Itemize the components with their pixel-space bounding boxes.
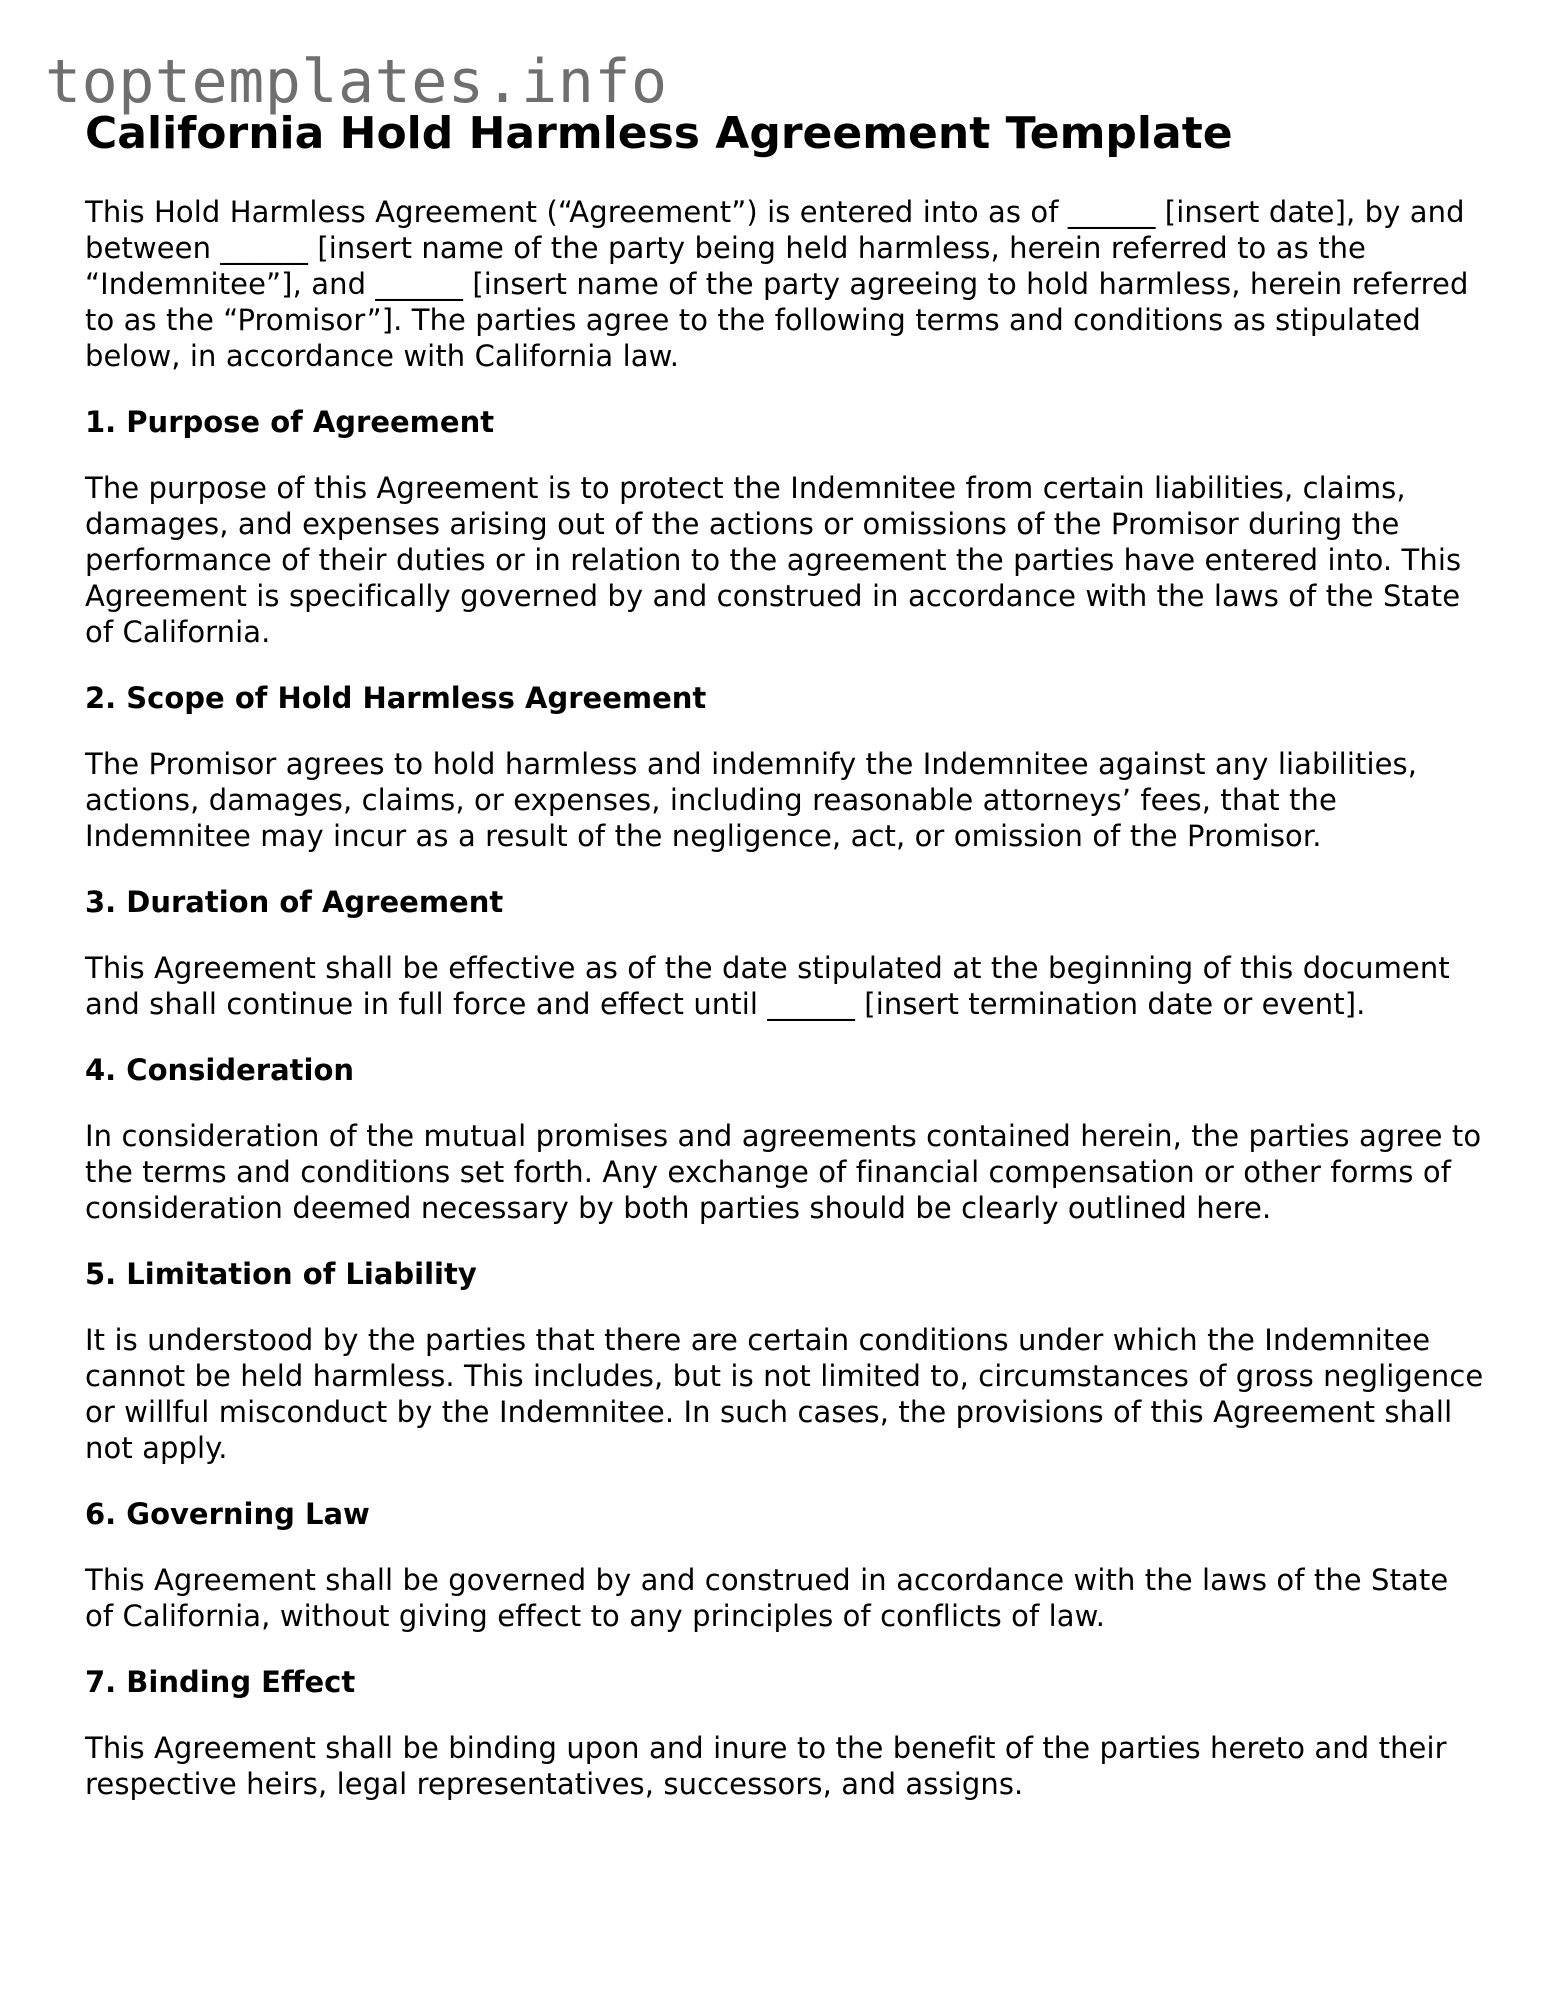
watermark-text: toptemplates.info — [45, 47, 668, 117]
section-body: The purpose of this Agreement is to protect the Indemnitee from certain liabilities, claims, damages, and expenses arising out of the actions or omissions of the Promisor during the performance of their duties or in relation to the agreement the parties have entered into. This Agreement is specifically governed by and construed in accordance with the laws of the State of California. — [85, 471, 1462, 649]
section-purpose — [85, 404, 1485, 650]
section-binding-effect — [85, 1664, 1485, 1802]
section-heading: 3. Duration of Agreement — [85, 885, 504, 919]
section-body: This Agreement shall be binding upon and inure to the benefit of the parties hereto and their respective heirs, legal representatives, successors, and assigns. — [85, 1731, 1447, 1801]
section-limitation — [85, 1256, 1485, 1466]
section-heading: 5. Limitation of Liability — [85, 1257, 477, 1291]
section-heading: 4. Consideration — [85, 1053, 355, 1087]
section-body: This Agreement shall be governed by and construed in accordance with the laws of the State of California, without giving effect to any principles of conflicts of law. — [85, 1563, 1449, 1633]
section-heading: 6. Governing Law — [85, 1497, 370, 1531]
document-title: California Hold Harmless Agreement Template — [85, 108, 1233, 159]
intro-paragraph: This Hold Harmless Agreement (“Agreement”) is entered into as of ______ [insert date], by and between ______ [insert name of the party being held harmless, herein referred to as the “Indemnitee”], and ______ [insert name of the party agreeing to hold harmless, herein referred to as the “Promisor”]. The parties agree to the following terms and conditions as stipulated below, in accordance with California law. — [85, 195, 1469, 373]
section-body: In consideration of the mutual promises and agreements contained herein, the parties agree to the terms and conditions set forth. Any exchange of financial compensation or other forms of consideration deemed necessary by both parties should be clearly outlined here. — [85, 1119, 1482, 1225]
section-body: The Promisor agrees to hold harmless and indemnify the Indemnitee against any liabilities, actions, damages, claims, or expenses, including reasonable attorneys’ fees, that the Indemnitee may incur as a result of the negligence, act, or omission of the Promisor. — [85, 747, 1418, 853]
document-page — [85, 104, 1485, 1802]
section-heading: 7. Binding Effect — [85, 1665, 356, 1699]
section-scope — [85, 680, 1485, 854]
section-heading: 1. Purpose of Agreement — [85, 405, 495, 439]
section-body: This Agreement shall be effective as of the date stipulated at the beginning of this document and shall continue in full force and effect until ______ [insert termination date or event]. — [85, 951, 1450, 1021]
section-duration — [85, 884, 1485, 1022]
section-governing-law — [85, 1496, 1485, 1634]
section-body: It is understood by the parties that there are certain conditions under which the Indemnitee cannot be held harmless. This includes, but is not limited to, circumstances of gross negligence or willful misconduct by the Indemnitee. In such cases, the provisions of this Agreement shall not apply. — [85, 1323, 1484, 1465]
section-consideration — [85, 1052, 1485, 1226]
section-heading: 2. Scope of Hold Harmless Agreement — [85, 681, 707, 715]
